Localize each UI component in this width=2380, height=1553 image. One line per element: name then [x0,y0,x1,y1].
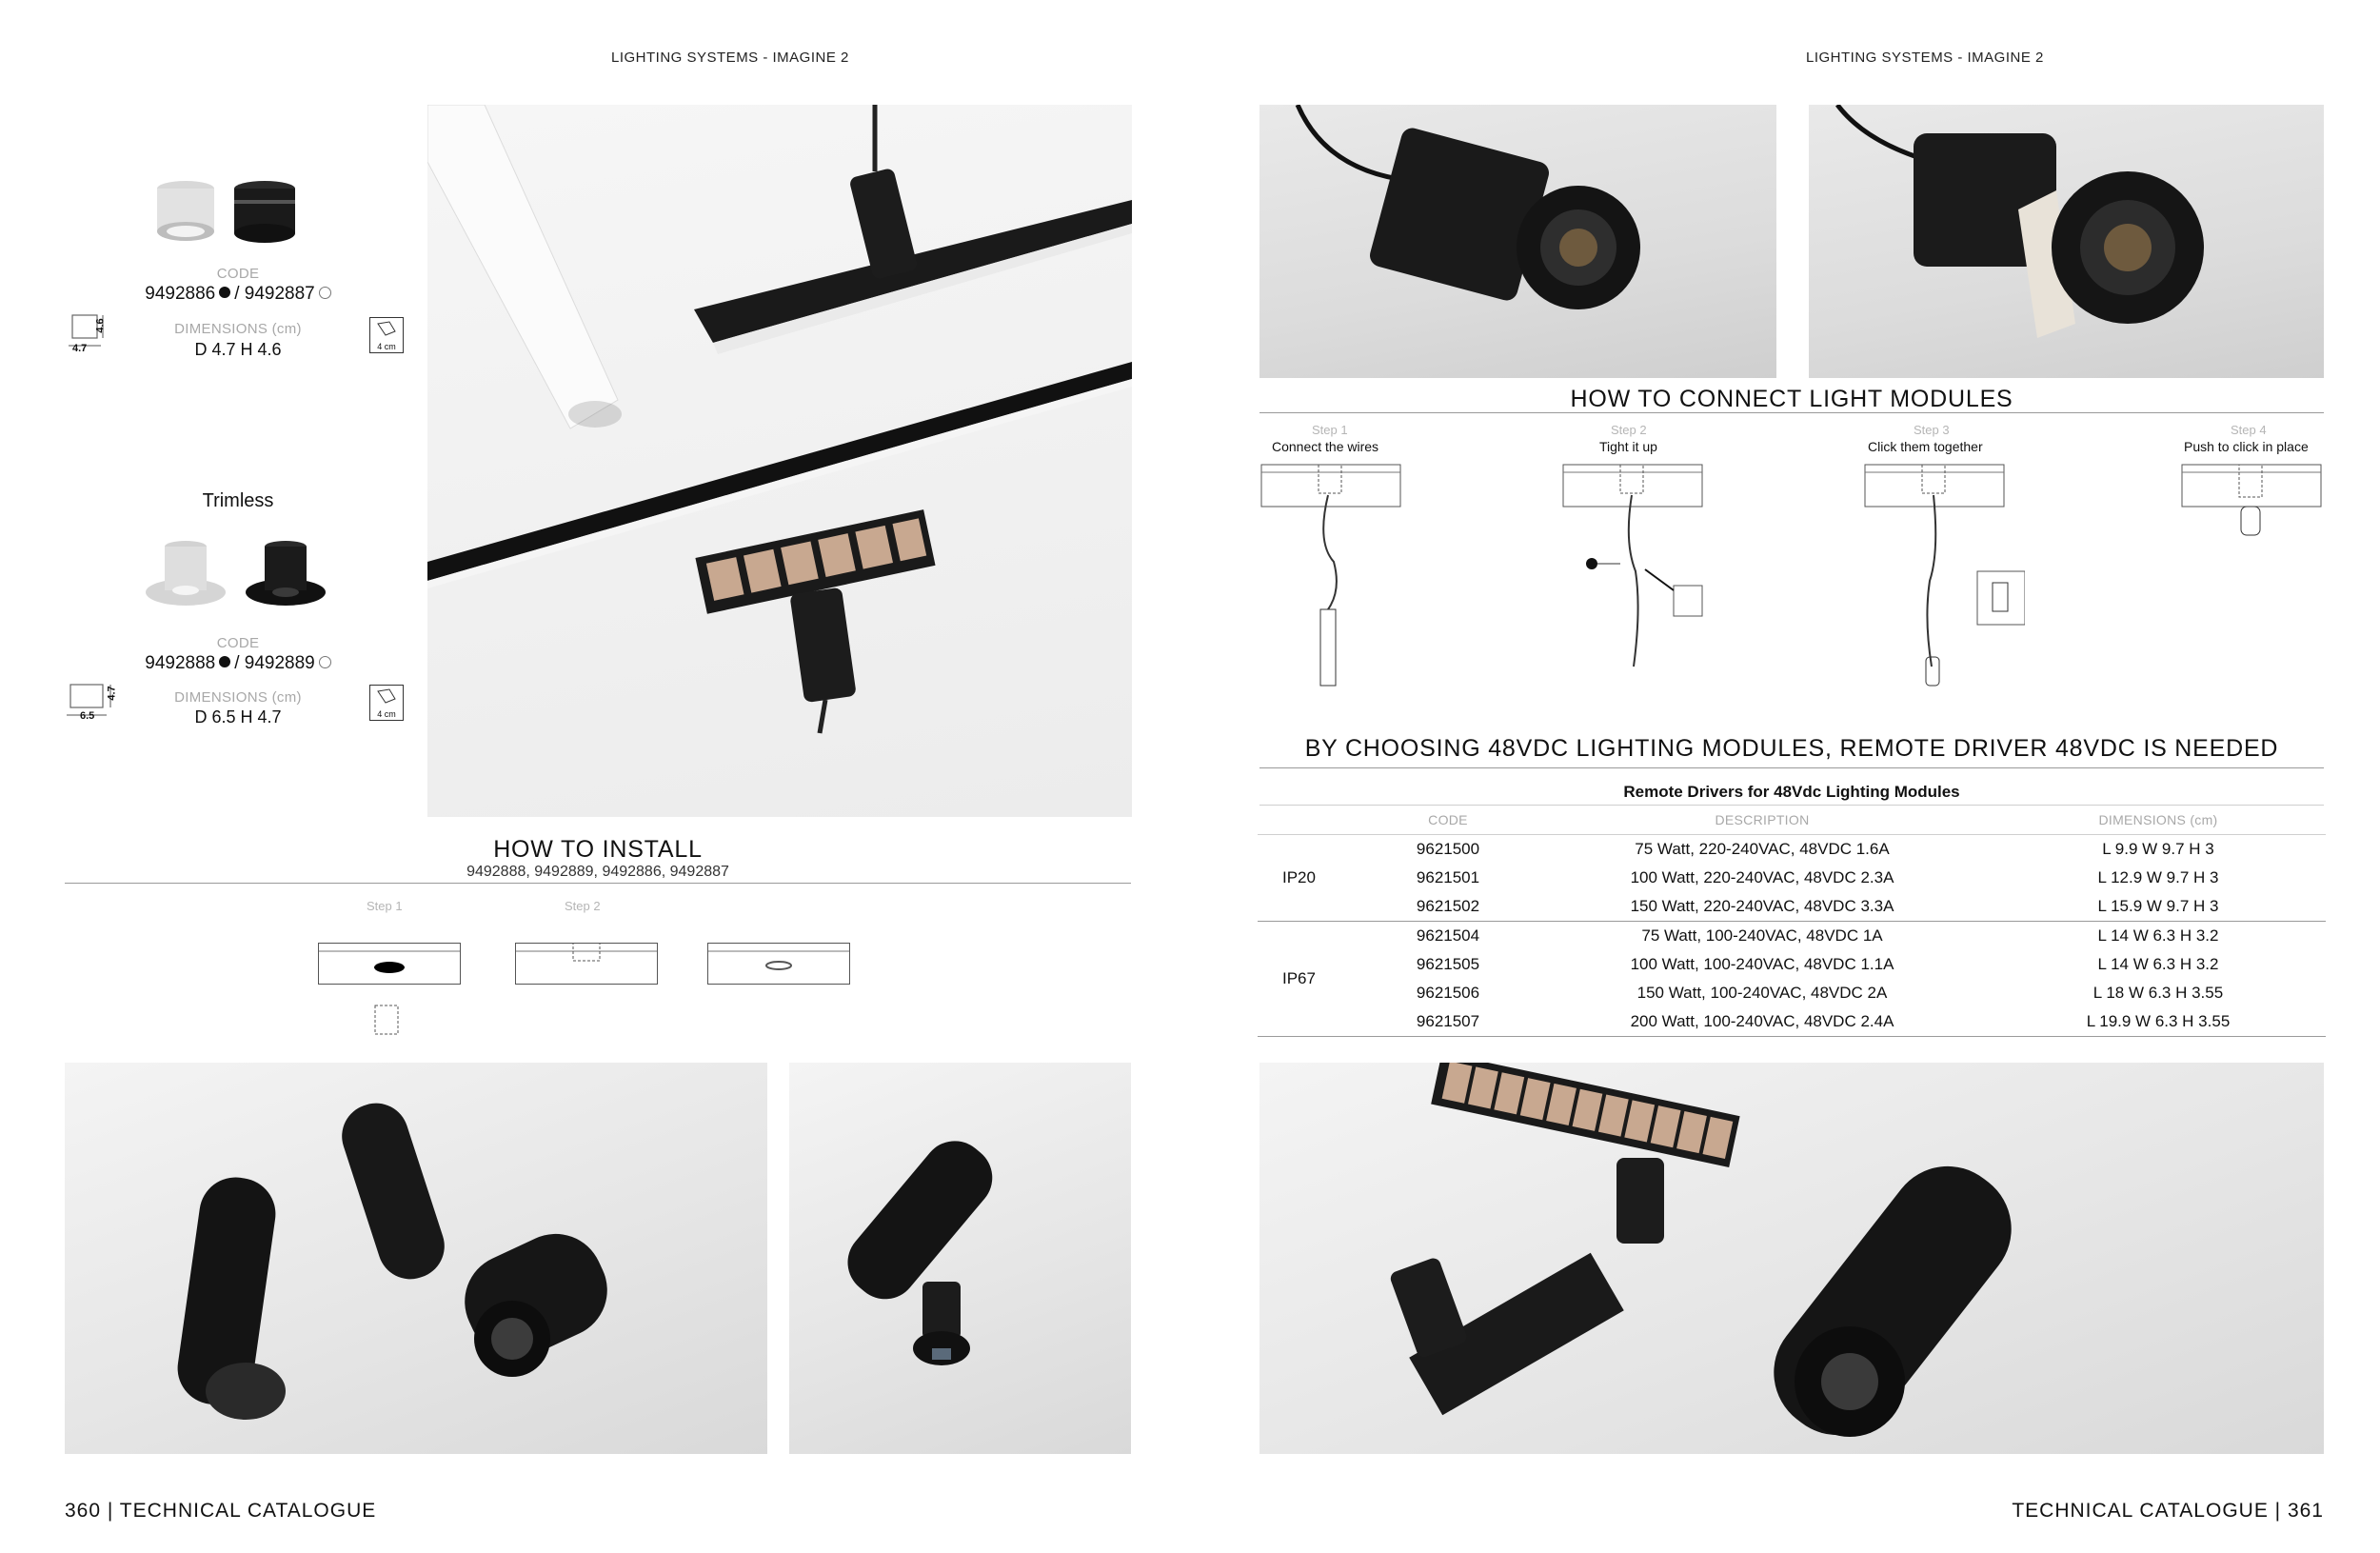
install-codes: 9492888, 9492889, 9492886, 9492887 [466,864,729,880]
connect-step1-diagram [1259,457,1412,705]
col-header-description: DESCRIPTION [1715,812,1810,827]
connect-step4-label: Step 4 [2231,423,2267,437]
product2-icon-w: 6.5 [80,710,95,722]
product1-icon-w: 4.7 [72,343,88,354]
product1-code-label: CODE [216,266,260,282]
table-row [1258,835,2326,865]
col-header-code: CODE [1428,812,1468,827]
driver-code: 9621501 [1416,868,1480,886]
driver-dimensions: L 14 W 6.3 H 3.2 [2097,955,2219,973]
driver-table-title: Remote Drivers for 48Vdc Lighting Modules [1623,783,1960,801]
table-row [1258,1007,2326,1037]
ip-rating: IP20 [1282,868,1316,886]
driver-code: 9621505 [1416,955,1480,973]
product2-title: Trimless [202,490,274,511]
product1-dim-value: D 4.7 H 4.6 [194,340,282,359]
driver-description: 200 Watt, 100-240VAC, 48VDC 2.4A [1630,1012,1894,1030]
product1-dim-label: DIMENSIONS (cm) [174,321,302,337]
product1-cut-label: 4 cm [377,342,396,351]
driver-dimensions: L 14 W 6.3 H 3.2 [2097,926,2219,945]
connect-step4-diagram [2180,457,2328,562]
product1-code-white: 9492887 [244,284,315,304]
install-step1-label: Step 1 [367,899,403,913]
connect-step2-text: Tight it up [1599,439,1657,454]
driver-description: 150 Watt, 220-240VAC, 48VDC 3.3A [1630,897,1894,915]
driver-dimensions: L 18 W 6.3 H 3.55 [2092,984,2224,1002]
driver-description: 75 Watt, 220-240VAC, 48VDC 1.6A [1635,840,1890,858]
driver-code: 9621507 [1416,1012,1480,1030]
black-dot-icon [219,287,230,298]
connect-step4-text: Push to click in place [2184,439,2309,454]
col-header-dimensions: DIMENSIONS (cm) [2098,812,2218,827]
module-photo-2 [1809,105,2324,378]
driver-dimensions: L 9.9 W 9.7 H 3 [2102,840,2214,858]
product2-code-black: 9492888 [145,653,216,673]
driver-table [1258,806,2326,1037]
install-step3-diagram [707,943,850,985]
product2-image [143,533,333,614]
white-dot-icon [319,287,331,299]
right-page-header: LIGHTING SYSTEMS - IMAGINE 2 [1806,50,2044,66]
white-dot-icon [319,656,331,668]
install-step1-diagram [318,943,461,985]
driver-notice: BY CHOOSING 48VDC LIGHTING MODULES, REMOTE DRIVER 48VDC IS NEEDED [1304,735,2279,762]
driver-code: 9621506 [1416,984,1480,1002]
product1-code-black: 9492886 [145,284,216,304]
connect-step2-diagram [1561,457,1714,705]
track-system-photo [427,105,1132,817]
module-photo-1 [1259,105,1776,378]
install-step2-label: Step 2 [565,899,601,913]
install-step1-module-icon [371,1000,402,1040]
driver-description: 75 Watt, 100-240VAC, 48VDC 1A [1641,926,1883,945]
driver-code: 9621500 [1416,840,1480,858]
product2-separator: / [234,653,240,673]
install-step2-diagram [515,943,658,985]
connect-step3-label: Step 3 [1914,423,1950,437]
modules-group-photo [1259,1063,2324,1454]
product1-separator: / [234,284,240,304]
driver-dimensions: L 15.9 W 9.7 H 3 [2097,897,2219,915]
product1-codes [0,284,476,305]
connect-step3-text: Click them together [1868,439,1983,454]
driver-code: 9621502 [1416,897,1480,915]
table-header-row [1258,806,2326,835]
ip-rating: IP67 [1282,969,1316,987]
connect-title: HOW TO CONNECT LIGHT MODULES [1570,386,2013,412]
connect-step3-diagram [1863,457,2025,705]
install-rule [65,883,1131,884]
driver-dimensions: L 19.9 W 6.3 H 3.55 [2086,1012,2231,1030]
table-row [1258,864,2326,892]
product2-cut-label: 4 cm [377,709,396,719]
driver-description: 100 Watt, 220-240VAC, 48VDC 2.3A [1630,868,1894,886]
table-row [1258,979,2326,1007]
driver-description: 100 Watt, 100-240VAC, 48VDC 1.1A [1630,955,1894,973]
product1-icon-h: 4.6 [94,318,107,333]
left-page-header: LIGHTING SYSTEMS - IMAGINE 2 [611,50,849,66]
product2-code-label: CODE [216,635,260,651]
product2-dim-value: D 6.5 H 4.7 [194,707,282,727]
product1-image [152,171,324,248]
connect-rule [1259,412,2324,413]
connect-step1-label: Step 1 [1312,423,1348,437]
table-row [1258,922,2326,951]
single-spotlight-photo [789,1063,1131,1454]
table-row [1258,950,2326,979]
spotlights-photo [65,1063,767,1454]
connect-step2-label: Step 2 [1611,423,1647,437]
left-footer: 360 | TECHNICAL CATALOGUE [65,1500,377,1522]
product2-codes [0,653,476,674]
driver-description: 150 Watt, 100-240VAC, 48VDC 2A [1636,984,1888,1002]
right-footer: TECHNICAL CATALOGUE | 361 [2012,1500,2324,1522]
install-title: HOW TO INSTALL [493,836,703,863]
connect-step1-text: Connect the wires [1272,439,1379,454]
product2-dim-label: DIMENSIONS (cm) [174,689,302,706]
product2-icon-h: 4.7 [106,686,118,701]
driver-code: 9621504 [1416,926,1480,945]
black-dot-icon [219,656,230,667]
notice-rule [1259,767,2324,768]
product2-code-white: 9492889 [244,653,315,673]
driver-dimensions: L 12.9 W 9.7 H 3 [2097,868,2219,886]
table-row [1258,892,2326,922]
